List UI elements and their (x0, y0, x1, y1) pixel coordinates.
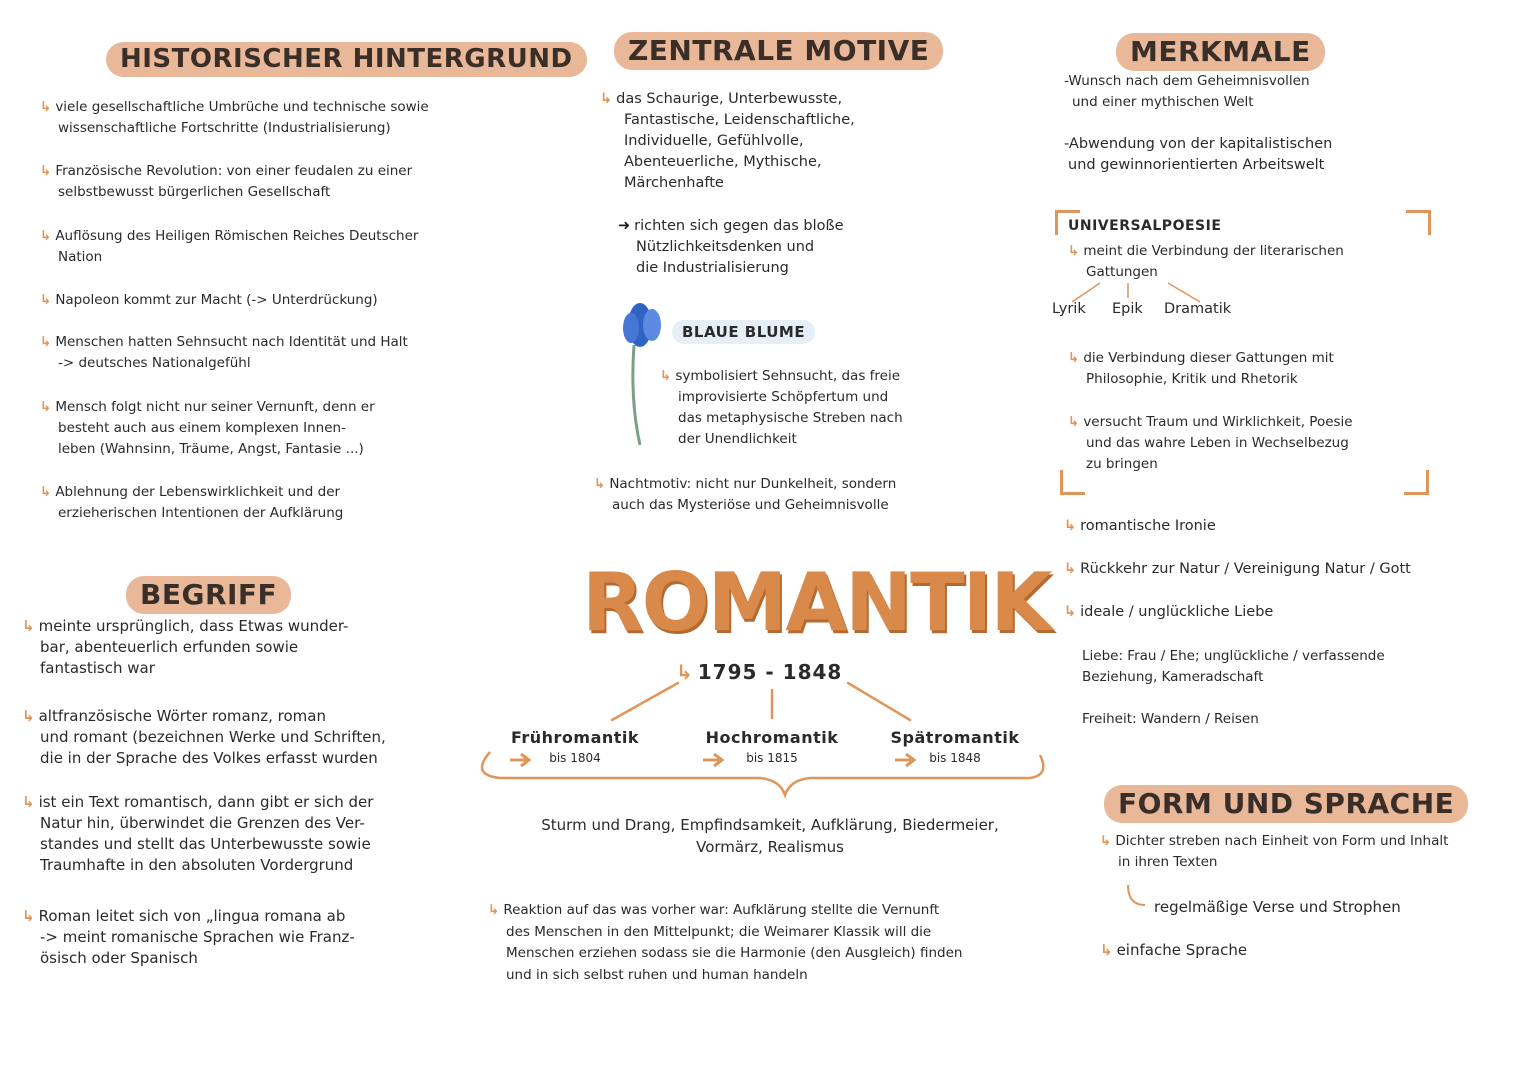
gattung-epik: Epik (1112, 301, 1143, 317)
curved-arrow-icon: ↳ (40, 228, 52, 244)
curved-arrow-icon: ↳ (1068, 350, 1080, 366)
curved-arrow-icon: ↳ (40, 292, 52, 308)
gattung-dramatik: Dramatik (1164, 301, 1232, 317)
motive-richten: ➜ richten sich gegen das bloße Nützlichkeitsdenken und die Industrialisierung (618, 218, 844, 276)
universalpoesie-meint: ↳ meint die Verbindung der literarischen Gattungen (1068, 243, 1344, 280)
merkmal-natur: ↳ Rückkehr zur Natur / Vereinigung Natur / Gott (1064, 561, 1411, 577)
historischer-heading: HISTORISCHER HINTERGRUND (106, 42, 587, 77)
curved-arrow-icon: ↳ (40, 99, 52, 115)
curved-arrow-icon: ↳ (1068, 414, 1080, 430)
bracket-bottom-right (1404, 470, 1429, 495)
curved-arrow-icon: ↳ (40, 334, 52, 350)
list-item: ↳ Französische Revolution: von einer feudalen zu einer selbstbewusst bürgerlichen Gesellschaft (40, 163, 413, 200)
list-item: ↳ altfranzösische Wörter romanz, roman und romant (bezeichnen Werke und Schriften, die in der Sprache des Volkes erfasst wurden (22, 707, 386, 767)
curved-arrow-icon: ↳ (40, 484, 52, 500)
list-item: ↳ Napoleon kommt zur Macht (-> Unterdrückung) (40, 292, 378, 308)
blaue-blume-text: ↳ symbolisiert Sehnsucht, das freie improvisierte Schöpfertum und das metaphysische Streben nach der Unendlichkeit (660, 368, 903, 447)
curved-arrow-icon: ↳ (1100, 941, 1113, 959)
form-item-1: ↳ Dichter streben nach Einheit von Form und Inhalt in ihren Texten (1100, 833, 1449, 870)
curved-arrow-icon: ↳ (600, 91, 613, 107)
curved-arrow-icon: ↳ (1064, 518, 1077, 534)
gattung-lyrik: Lyrik (1052, 301, 1086, 317)
merkmal-ironie: ↳ romantische Ironie (1064, 518, 1216, 534)
form-heading: FORM UND SPRACHE (1104, 785, 1468, 823)
list-item: ↳ Menschen hatten Sehnsucht nach Identität und Halt -> deutsches Nationalgefühl (40, 334, 408, 371)
era-hochromantik: Hochromantik bis 1815 (705, 728, 839, 765)
merkmale-top-2: -Abwendung von der kapitalistischen und gewinnorientierten Arbeitswelt (1064, 136, 1333, 173)
curved-arrow-icon: ↳ (1100, 833, 1112, 849)
merkmale-heading: MERKMALE (1116, 33, 1325, 71)
curved-arrow-icon: ↳ (22, 907, 35, 925)
list-item: ↳ Auflösung des Heiligen Römischen Reiches Deutscher Nation (40, 228, 419, 265)
list-item: ↳ Mensch folgt nicht nur seiner Vernunft, denn er besteht auch aus einem komplexen Innen- leben (Wahnsinn, Träume, Angst, Fantasie ...) (40, 399, 375, 457)
list-item: ↳ viele gesellschaftliche Umbrüche und technische sowie wissenschaftliche Fortschritte (Industrialisierung) (40, 99, 429, 136)
curved-arrow-icon: ↳ (594, 476, 606, 492)
merkmale-top-1: -Wunsch nach dem Geheimnisvollen und einer mythischen Welt (1064, 73, 1310, 110)
list-item: ↳ Ablehnung der Lebenswirklichkeit und der erzieherischen Intentionen der Aufklärung (40, 484, 344, 521)
liebe-details: Liebe: Frau / Ehe; unglückliche / verfassende Beziehung, Kameradschaft (1082, 648, 1385, 685)
romantik-title: ROMANTIK (582, 556, 1051, 649)
universalpoesie-item-2: ↳ versucht Traum und Wirklichkeit, Poesie und das wahre Leben in Wechselbezug zu bringen (1068, 414, 1353, 472)
reaktion: ↳ Reaktion auf das was vorher war: Aufklärung stellte die Vernunft des Menschen in den Mittelpunkt; die Weimarer Klassik will die Menschen erziehen sodass sie die Harmonie (den Ausgleich) finden und in sich selbst ruhen und human handeln (488, 902, 963, 983)
bracket-top-right (1406, 210, 1431, 235)
curved-arrow-icon: ↳ (1064, 604, 1077, 620)
era-spaetromantik: Spätromantik bis 1848 (890, 728, 1020, 765)
curved-arrow-icon: ↳ (676, 660, 694, 684)
form-item-1-sub: regelmäßige Verse und Strophen (1154, 898, 1401, 916)
form-item-2: ↳ einfache Sprache (1100, 941, 1248, 959)
nachtmotiv: ↳ Nachtmotiv: nicht nur Dunkelheit, sondern auch das Mysteriöse und Geheimnisvolle (594, 476, 897, 513)
curved-arrow-icon: ↳ (660, 368, 672, 384)
blaue-blume-chip: BLAUE BLUME (672, 320, 815, 344)
romantik-years: ↳ 1795 - 1848 (676, 660, 843, 684)
curved-arrow-icon: ↳ (40, 163, 52, 179)
list-item: ↳ ist ein Text romantisch, dann gibt er sich der Natur hin, überwindet die Grenzen des Ver- standes und stellt das Unterbewusste sowie Traumhafte in den absoluten Vordergrund (22, 793, 374, 874)
arrow-right-icon: ➜ (618, 218, 631, 234)
curved-arrow-icon: ↳ (488, 902, 500, 918)
curved-arrow-icon: ↳ (1064, 561, 1077, 577)
flower-stem (633, 345, 640, 445)
begriff-heading: BEGRIFF (126, 576, 291, 614)
list-item: ↳ meinte ursprünglich, dass Etwas wunder- bar, abenteuerlich erfunden sowie fantastisch war (22, 617, 349, 677)
merkmal-liebe: ↳ ideale / unglückliche Liebe (1064, 604, 1274, 620)
universalpoesie-title: UNIVERSALPOESIE (1068, 218, 1222, 234)
curved-arrow-icon: ↳ (1068, 243, 1080, 259)
motive-list: ↳ das Schaurige, Unterbewusste, Fantastische, Leidenschaftliche, Individuelle, Gefühlvolle, Abenteuerliche, Mythische, Märchenhafte (600, 91, 855, 191)
curved-arrow-icon: ↳ (22, 793, 35, 811)
freiheit: Freiheit: Wandern / Reisen (1082, 711, 1259, 727)
curved-arrow-icon: ↳ (22, 617, 35, 635)
curved-arrow-icon: ↳ (22, 707, 35, 725)
motive-heading: ZENTRALE MOTIVE (614, 32, 943, 70)
universalpoesie-item-1: ↳ die Verbindung dieser Gattungen mit Philosophie, Kritik und Rhetorik (1068, 350, 1334, 387)
list-item: ↳ Roman leitet sich von „lingua romana ab -> meint romanische Sprachen wie Franz- ösisch oder Spanisch (22, 907, 355, 967)
curved-arrow-icon: ↳ (40, 399, 52, 415)
era-fruehromantik: Frühromantik bis 1804 (510, 728, 640, 765)
influences: Sturm und Drang, Empfindsamkeit, Aufklärung, Biedermeier, Vormärz, Realismus (541, 816, 999, 856)
